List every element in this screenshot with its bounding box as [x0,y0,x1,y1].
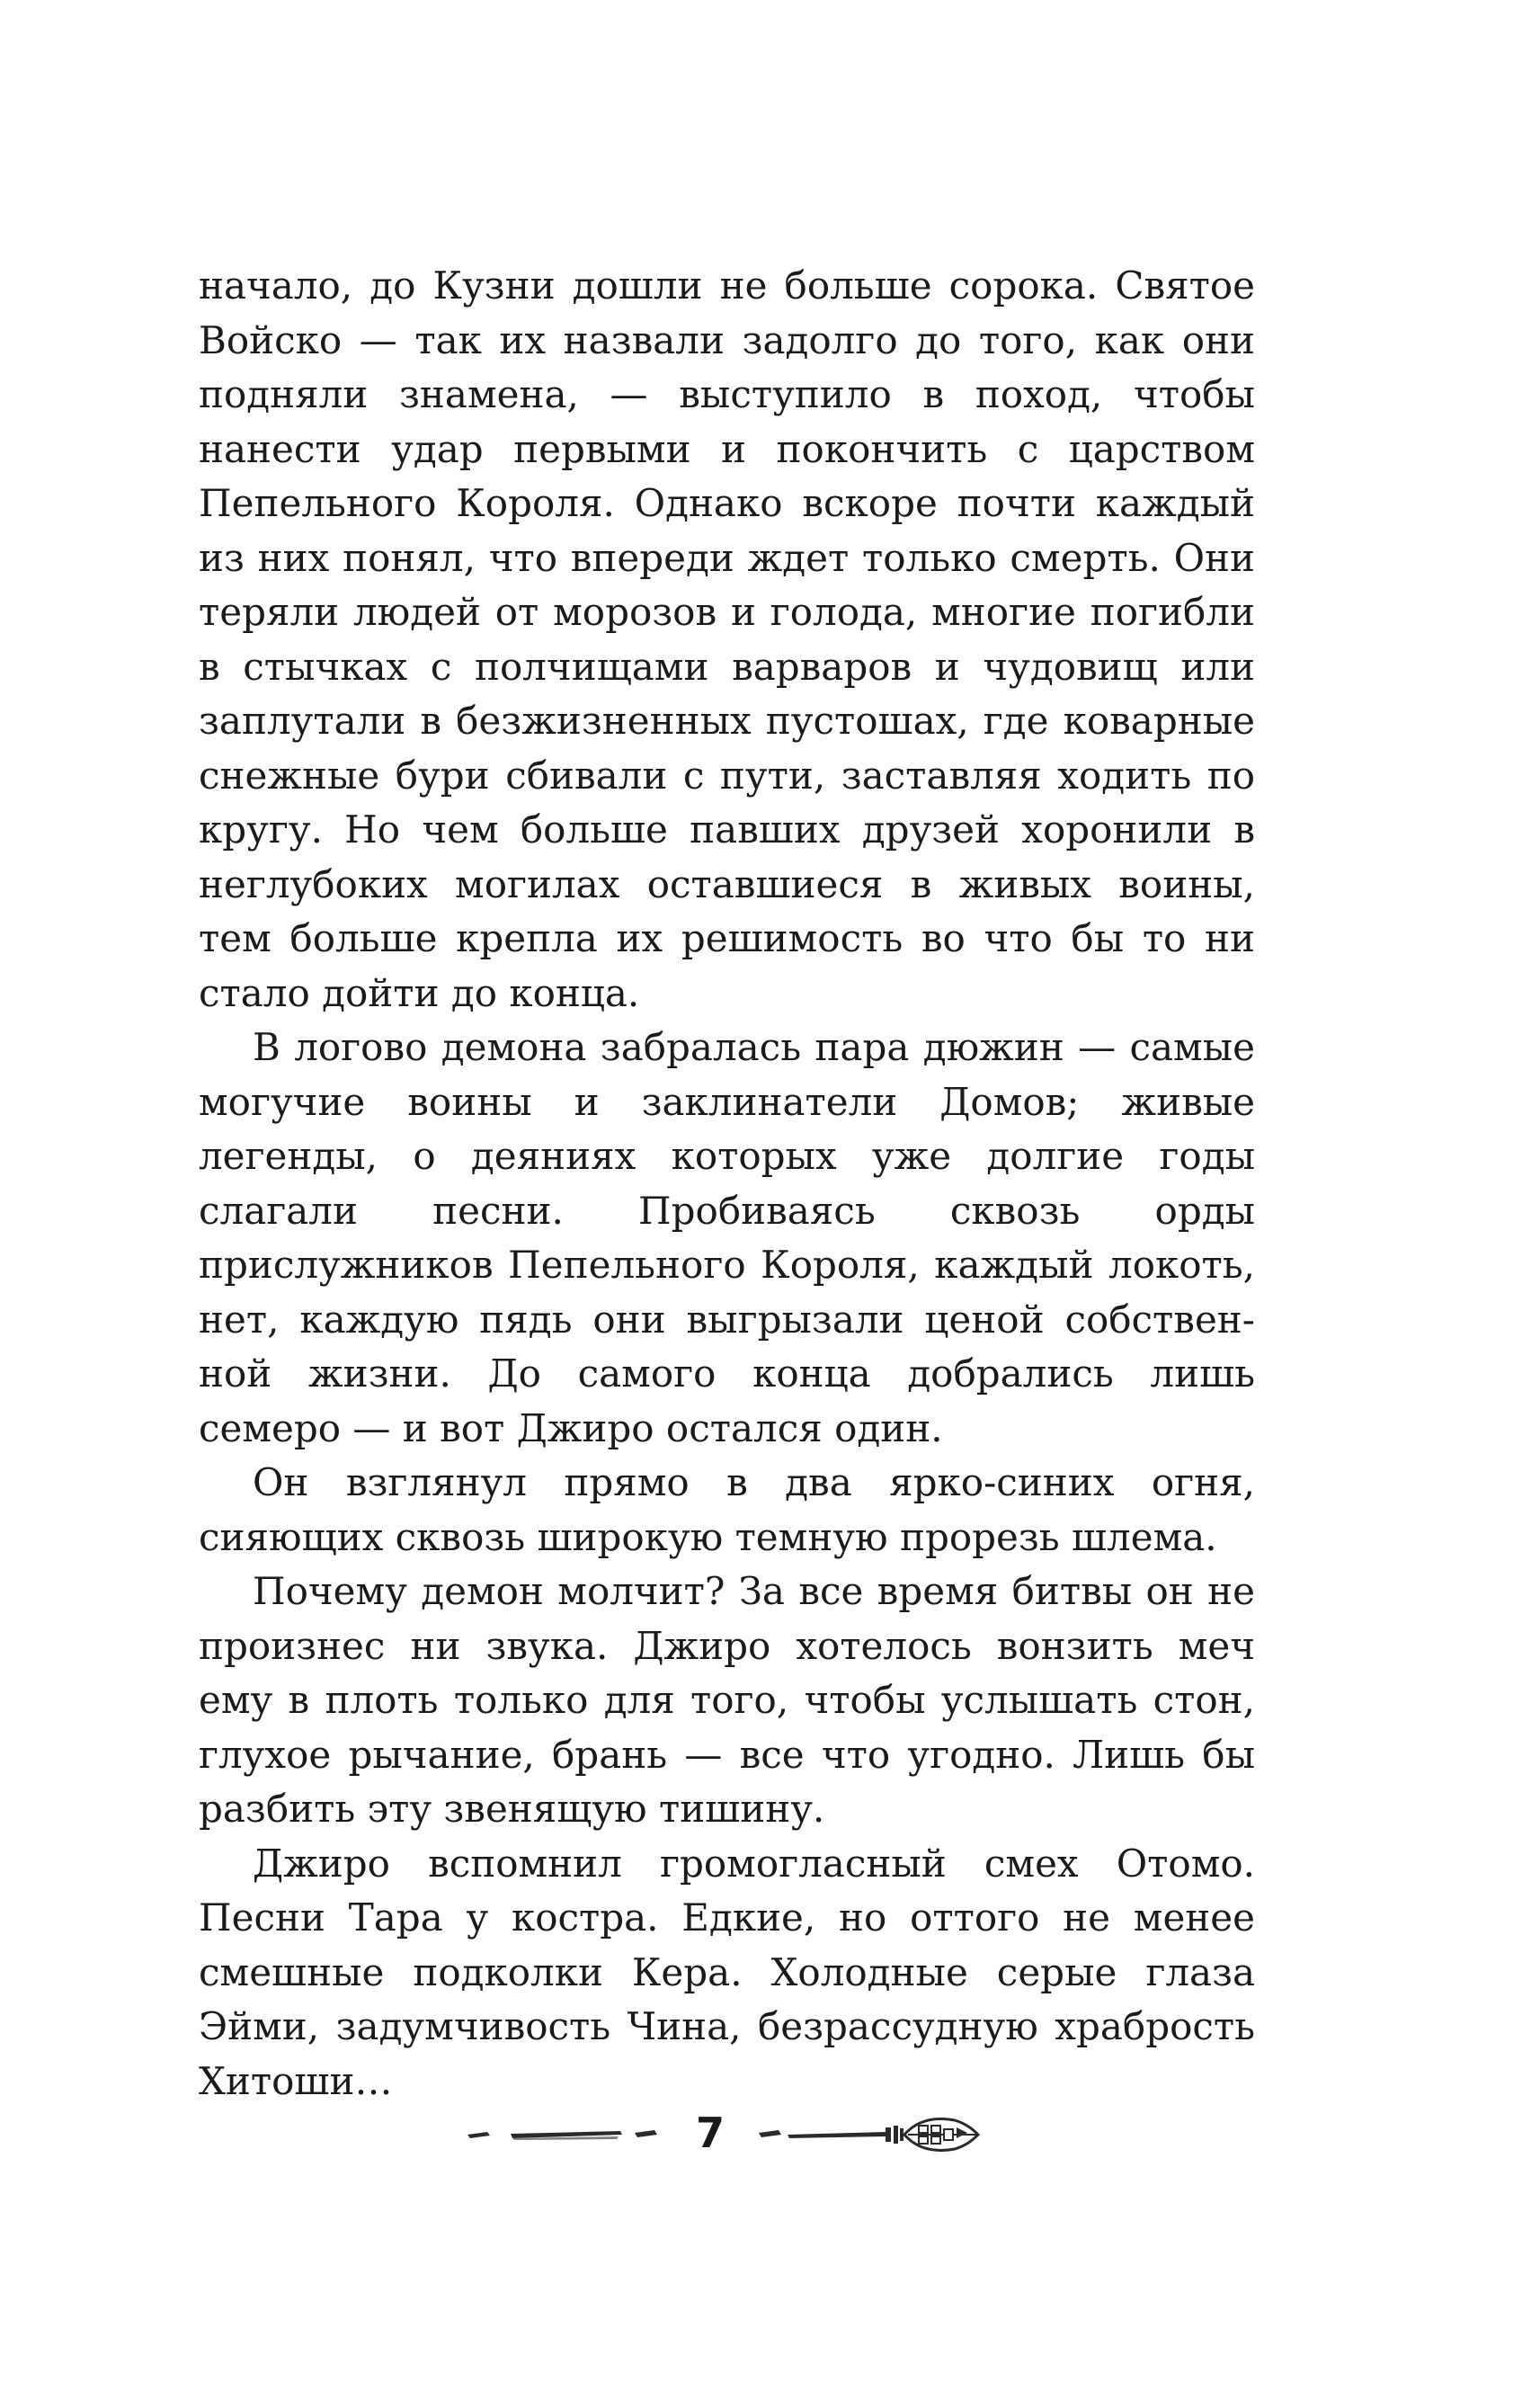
page-number: 7 [695,2109,725,2157]
paragraph-4: Почему демон молчит? За все время битвы он не произнес ни звука. Джиро хотелось вонзить меч ему в плоть только для того, чтобы услышать стон, глухое рычание, брань — все что угодно. Лишь бы разбить эту звенящую тишину. [199,1569,1255,1831]
body-text [199,259,1255,2109]
paragraph-1: начало, до Кузни дошли не больше сорока. Святое Войско — так их назвали задолго до того, как они подняли знамена, — выступило в поход, чтобы нанести удар первыми и покончить с царством Пепельного Короля. Однако вскоре почти каждый из них понял, что впереди ждет только смерть. Они теряли людей от морозов и голода, многие погибли в стычках с полчищами варваров и чудовищ или заплутали в безжизненных пустошах, где коварные снежные бури сбивали с пути, заставляя ходить по кругу. Но чем больше павших друзей хоронили в неглубоких могилах оставшиеся в живых воины, тем больше крепла их решимость во что бы то ни стало дойти до конца. [199,263,1255,1015]
left-dashes-icon [467,2130,657,2140]
paragraph-3: Он взглянул прямо в два ярко-синих огня, сияющих сквозь широкую темную прорезь шлема. [199,1460,1255,1559]
page-footer [0,2102,1540,2174]
paragraph-5: Джиро вспомнил громогласный смех Отомо. Песни Тара у костра. Едкие, но оттого не менее смешные подколки Кера. Холодные серые глаза Эйми, задумчивость Чина, безрассудную храбрость Хитоши… [199,1841,1255,2103]
right-dash-icon [759,2130,781,2137]
paragraph-2: В логово демона забралась пара дюжин — самые могучие воины и заклинатели Домов; живые легенды, о деяниях которых уже долгие годы слагали песни. Пробиваясь сквозь орды прислужников Пепельного Короля, каждый локоть, нет, каждую пядь они выгрызали ценой собственной жизни. До самого конца добрались лишь семеро — и вот Джиро остался один. [199,1025,1255,1450]
folio-ornament [0,2102,1540,2174]
spear-ornament-icon [788,2119,978,2151]
